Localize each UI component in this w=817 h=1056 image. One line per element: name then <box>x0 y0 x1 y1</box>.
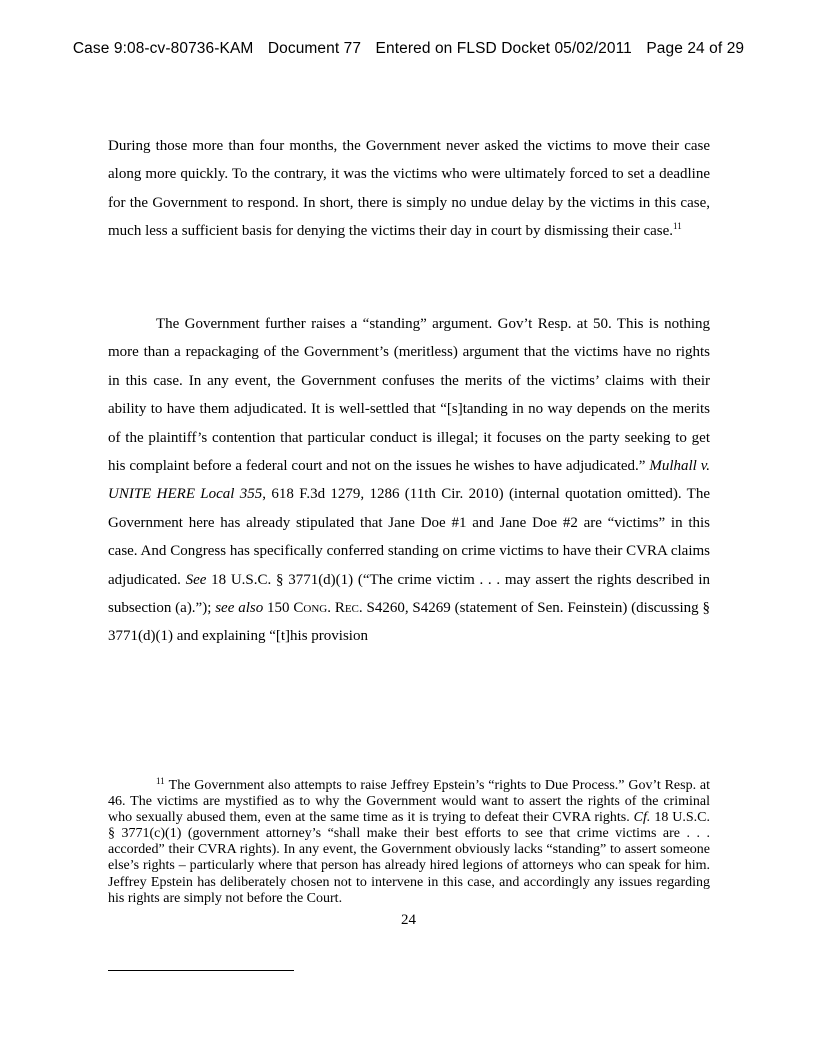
paragraph-2-text-4: 150 <box>263 600 294 617</box>
paragraph-2-text-5: S4260, S4269 (statement of Sen. Feinstein) (discussing § 3771(d)(1) and explaining “[t]his provision <box>108 600 711 645</box>
footnote-text-2: 18 U.S.C. § 3771(c)(1) (government attorney’s “shall make their best efforts to see that crime victims are . . . accorded” their CVRA rights). In any event, the Government obviously lacks “standing” to assert someone else’s rights – particularly where that person has already hired legions of attorneys who can speak for him. Jeffrey Epstein has deliberately chosen not to intervene in this case, and accordingly any issues regarding his rights are simply not before the Court. <box>108 810 711 906</box>
paragraph-1-text: During those more than four months, the Government never asked the victims to move their case along more quickly. To the contrary, it was the victims who were ultimately forced to set a deadline for the Government to respond. In short, there is simply no undue delay by the victims in this case, much less a sufficient basis for denying the victims their day in court by dismissing their case. <box>108 138 710 240</box>
signal-see-also: see also <box>215 600 264 617</box>
case-citation: Mulhall v. UNITE HERE Local 355 <box>108 458 710 503</box>
docket-header <box>0 40 817 58</box>
footnote-11 <box>108 778 710 907</box>
paragraph-2-text-3: 18 U.S.C. § 3771(d)(1) (“The crime victim . . . may assert the rights described in subsection (a).”); <box>108 571 710 617</box>
body-paragraph-2 <box>108 310 710 651</box>
footnote-divider <box>108 970 294 971</box>
page-indicator: Page 24 of 29 <box>646 40 745 57</box>
footnote-text-1: The Government also attempts to raise Jeffrey Epstein’s “rights to Due Process.” Gov’t Resp. at 46. The victims are mystified as to why the Government would want to assert the rights of the criminal who sexually abused them, even at the same time as it is trying to defeat their CVRA rights. <box>108 778 710 826</box>
page-number: 24 <box>401 912 416 928</box>
paragraph-2-text-1: The Government further raises a “standing” argument. Gov’t Resp. at 50. This is nothing more than a repackaging of the Government’s (meritless) argument that the victims have no rights in this case. In any event, the Government confuses the merits of the victims’ claims with their ability to have them adjudicated. It is well-settled that “[s]tanding in no way depends on the merits of the plaintiff’s contention that particular conduct is illegal; it focuses on the party seeking to get his complaint before a federal court and not on the issues he wishes to have adjudicated.” <box>108 316 710 475</box>
footnote-number: 11 <box>156 776 165 786</box>
footnote-ref-11: 11 <box>673 221 682 232</box>
congressional-record: Cong. Rec. <box>293 600 363 617</box>
signal-see: See <box>185 571 207 588</box>
case-number: Case 9:08-cv-80736-KAM <box>72 40 254 57</box>
docket-entry: Entered on FLSD Docket 05/02/2011 <box>375 40 632 57</box>
document-number: Document 77 <box>267 40 362 57</box>
body-paragraph-1 <box>108 132 710 246</box>
signal-cf: Cf. <box>633 810 651 826</box>
paragraph-2-text-2: , 618 F.3d 1279, 1286 (11th Cir. 2010) (internal quotation omitted). The Government here has already stipulated that Jane Doe #1 and Jane Doe #2 are “victims” in this case. And Congress has specifically conferred standing on crime victims to have their CVRA claims adjudicated. <box>108 486 710 588</box>
